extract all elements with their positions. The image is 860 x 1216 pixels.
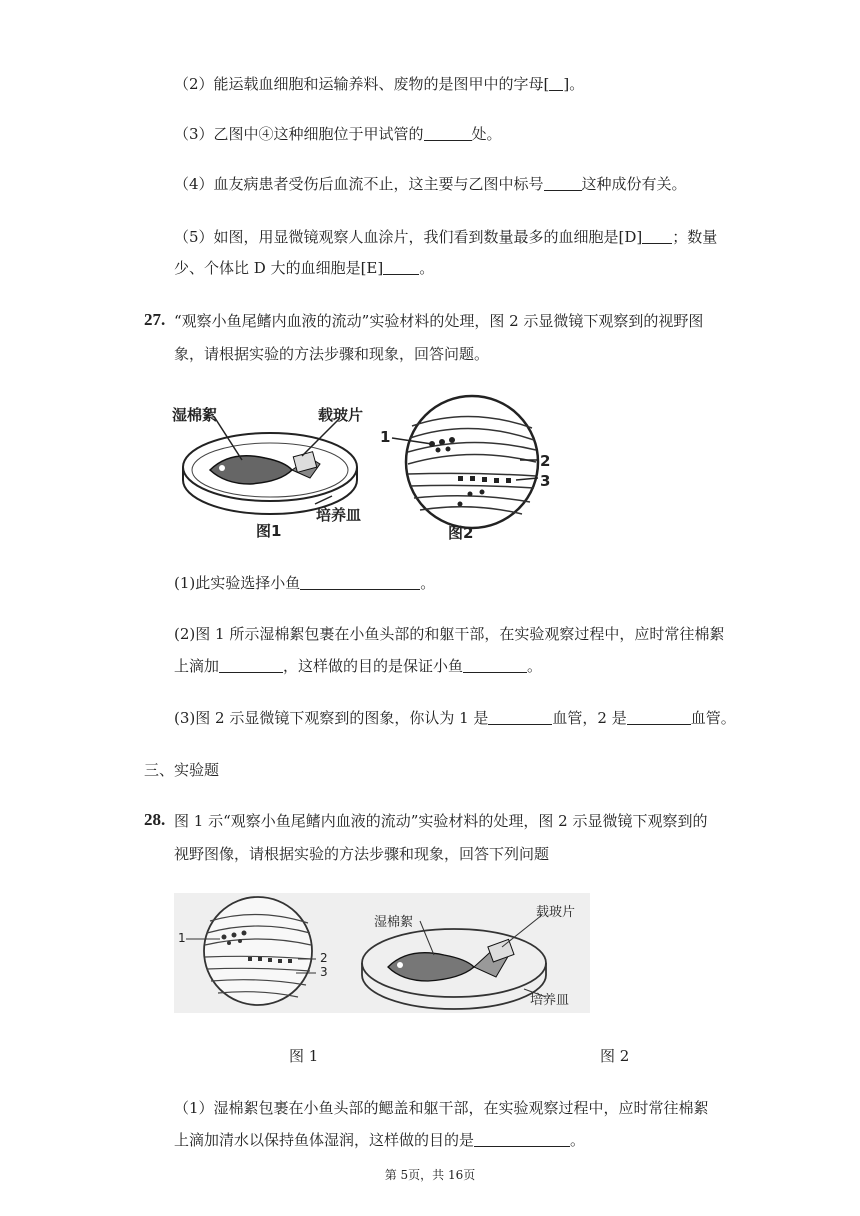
- label-petri-dish: 培养皿: [530, 993, 570, 1008]
- petri-dish-illustration: [183, 418, 357, 514]
- answer-blank[interactable]: [424, 126, 472, 141]
- question-number: 27.: [144, 310, 166, 329]
- label-wet-cotton: 湿棉絮: [172, 406, 218, 424]
- q28-sub1-line1: （1）湿棉絮包裹在小鱼头部的鳃盖和躯干部，在实验观察过程中，应时常往棉絮: [174, 1099, 709, 1117]
- answer-blank[interactable]: [383, 260, 419, 275]
- q27-figure: [170, 392, 560, 548]
- answer-blank[interactable]: [642, 229, 672, 244]
- section-heading: 三、实验题: [144, 761, 220, 779]
- figure-caption-1: 图 1: [289, 1047, 319, 1065]
- q26-part4: （4）血友病患者受伤后血流不止，这主要与乙图中标号 这种成份有关。: [174, 175, 687, 193]
- answer-blank[interactable]: [300, 575, 420, 590]
- label-1: 1: [178, 931, 186, 945]
- label-3: 3: [320, 965, 328, 979]
- label-glass-slide: 载玻片: [536, 905, 576, 920]
- answer-blank[interactable]: [549, 76, 563, 91]
- label-1: 1: [380, 428, 391, 446]
- microscope-field-illustration: [392, 396, 538, 528]
- answer-blank[interactable]: [463, 658, 527, 673]
- figure-caption: 图2: [448, 524, 474, 542]
- label-petri-dish: 培养皿: [316, 506, 362, 524]
- q28-figure: [174, 893, 590, 1013]
- label-2: 2: [320, 951, 328, 965]
- answer-blank[interactable]: [544, 176, 582, 191]
- answer-blank[interactable]: [627, 710, 691, 725]
- q26-part5-line2: 少、个体比 D 大的血细胞是[E] 。: [174, 259, 435, 277]
- q28-stem-line2: 视野图像，请根据实验的方法步骤和现象，回答下列问题: [174, 845, 550, 863]
- q27-stem-line2: 象，请根据实验的方法步骤和现象，回答问题。: [174, 345, 490, 363]
- label-wet-cotton: 湿棉絮: [374, 915, 414, 930]
- q26-part3: （3）乙图中④这种细胞位于甲试管的 处。: [174, 125, 502, 143]
- q28-stem-line1: 图 1 示“观察小鱼尾鳍内血液的流动”实验材料的处理，图 2 示显微镜下观察到的: [174, 812, 708, 830]
- q26-part2: （2）能运载血细胞和运输养料、废物的是图甲中的字母[ ]。: [174, 75, 585, 93]
- q27-sub2-line1: (2)图 1 所示湿棉絮包裹在小鱼头部的和躯干部，在实验观察过程中，应时常往棉絮: [174, 625, 725, 643]
- q27-sub1: (1)此实验选择小鱼 。: [174, 574, 436, 592]
- label-glass-slide: 载玻片: [318, 406, 364, 424]
- q28-sub1-line2: 上滴加清水以保持鱼体湿润，这样做的目的是 。: [174, 1131, 586, 1149]
- page-footer: 第 5页，共 16页: [384, 1168, 476, 1182]
- answer-blank[interactable]: [474, 1132, 570, 1147]
- label-3: 3: [540, 472, 551, 490]
- answer-blank[interactable]: [219, 658, 283, 673]
- q27-sub2-line2: 上滴加 ，这样做的目的是保证小鱼 。: [174, 657, 543, 675]
- label-2: 2: [540, 452, 551, 470]
- figure-caption-2: 图 2: [600, 1047, 630, 1065]
- figure-caption: 图1: [256, 522, 282, 540]
- answer-blank[interactable]: [488, 710, 552, 725]
- q27-stem-line1: “观察小鱼尾鳍内血液的流动”实验材料的处理，图 2 示显微镜下观察到的视野图: [174, 312, 704, 330]
- q26-part5-line1: （5）如图，用显微镜观察人血涂片，我们看到数量最多的血细胞是[D] ；数量: [174, 228, 718, 246]
- q27-sub3: (3)图 2 示显微镜下观察到的图象，你认为 1 是 血管，2 是 血管。: [174, 709, 736, 727]
- question-number: 28.: [144, 810, 166, 829]
